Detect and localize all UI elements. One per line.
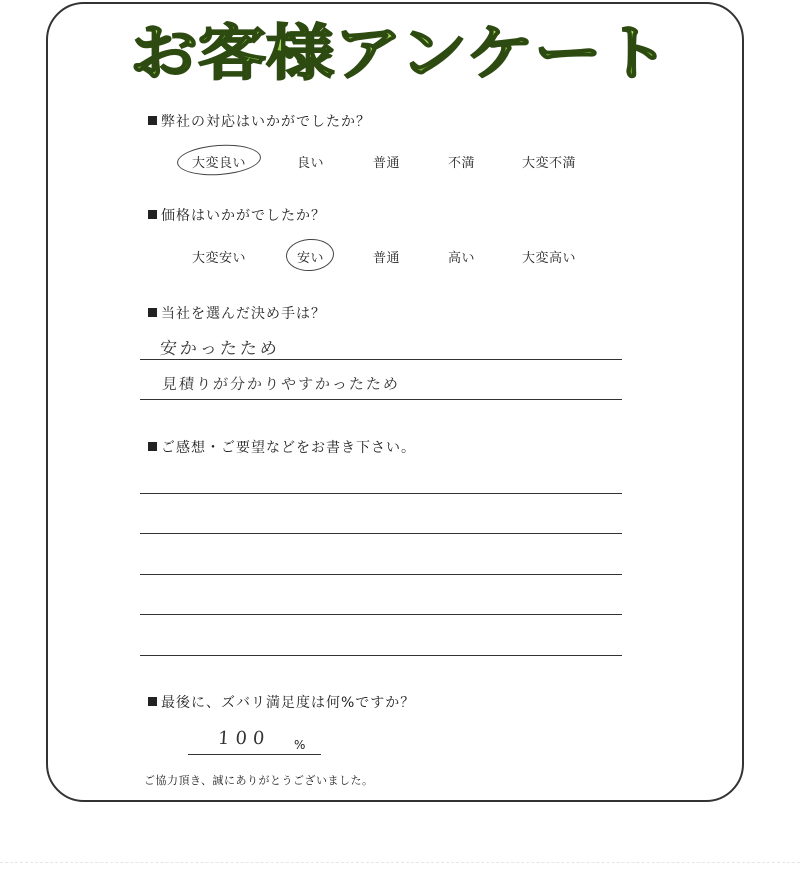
square-bullet-icon bbox=[148, 308, 157, 317]
question-service bbox=[148, 111, 371, 131]
percent-unit: % bbox=[294, 738, 306, 752]
question-comments bbox=[148, 437, 416, 457]
satisfaction-line bbox=[188, 754, 321, 755]
handwritten-answer: 安かったため bbox=[159, 339, 281, 359]
thank-you-note: ご協力頂き、誠にありがとうございました。 bbox=[144, 774, 374, 787]
question-label: 最後に、ズバリ満足度は何%ですか？ bbox=[161, 695, 416, 711]
scan-edge bbox=[0, 862, 800, 863]
option-service-2[interactable]: 良い bbox=[297, 156, 325, 171]
comment-line[interactable] bbox=[140, 655, 622, 656]
option-service-3[interactable]: 普通 bbox=[373, 156, 401, 171]
question-label: 価格はいかがでしたか？ bbox=[161, 208, 326, 224]
square-bullet-icon bbox=[148, 697, 157, 706]
comment-line[interactable] bbox=[140, 493, 622, 494]
comment-line[interactable] bbox=[140, 533, 622, 534]
question-label: 弊社の対応はいかがでしたか？ bbox=[161, 114, 371, 130]
comment-line[interactable] bbox=[140, 614, 622, 615]
option-price-1[interactable]: 大変安い bbox=[192, 251, 247, 266]
option-price-2[interactable]: 安い bbox=[297, 251, 325, 266]
option-service-4[interactable]: 不満 bbox=[448, 156, 476, 171]
option-service-5[interactable]: 大変不満 bbox=[522, 156, 577, 171]
option-price-5[interactable]: 大変高い bbox=[522, 251, 577, 266]
square-bullet-icon bbox=[148, 116, 157, 125]
option-price-4[interactable]: 高い bbox=[448, 251, 476, 266]
option-service-1[interactable]: 大変良い bbox=[192, 156, 247, 171]
page-title: お客様アンケート bbox=[130, 19, 670, 89]
answer-line bbox=[140, 359, 622, 360]
question-label: ご感想・ご要望などをお書き下さい。 bbox=[161, 440, 416, 456]
square-bullet-icon bbox=[148, 210, 157, 219]
option-price-3[interactable]: 普通 bbox=[373, 251, 401, 266]
survey-title bbox=[120, 12, 680, 92]
question-label: 当社を選んだ決め手は？ bbox=[161, 306, 326, 322]
satisfaction-value: 100 bbox=[217, 728, 272, 749]
comment-line[interactable] bbox=[140, 574, 622, 575]
answer-line bbox=[140, 399, 622, 400]
question-satisfaction bbox=[148, 692, 415, 712]
question-price bbox=[148, 205, 326, 225]
square-bullet-icon bbox=[148, 442, 157, 451]
handwritten-answer: 見積りが分かりやすかったため bbox=[161, 375, 401, 393]
question-decision bbox=[148, 303, 326, 323]
